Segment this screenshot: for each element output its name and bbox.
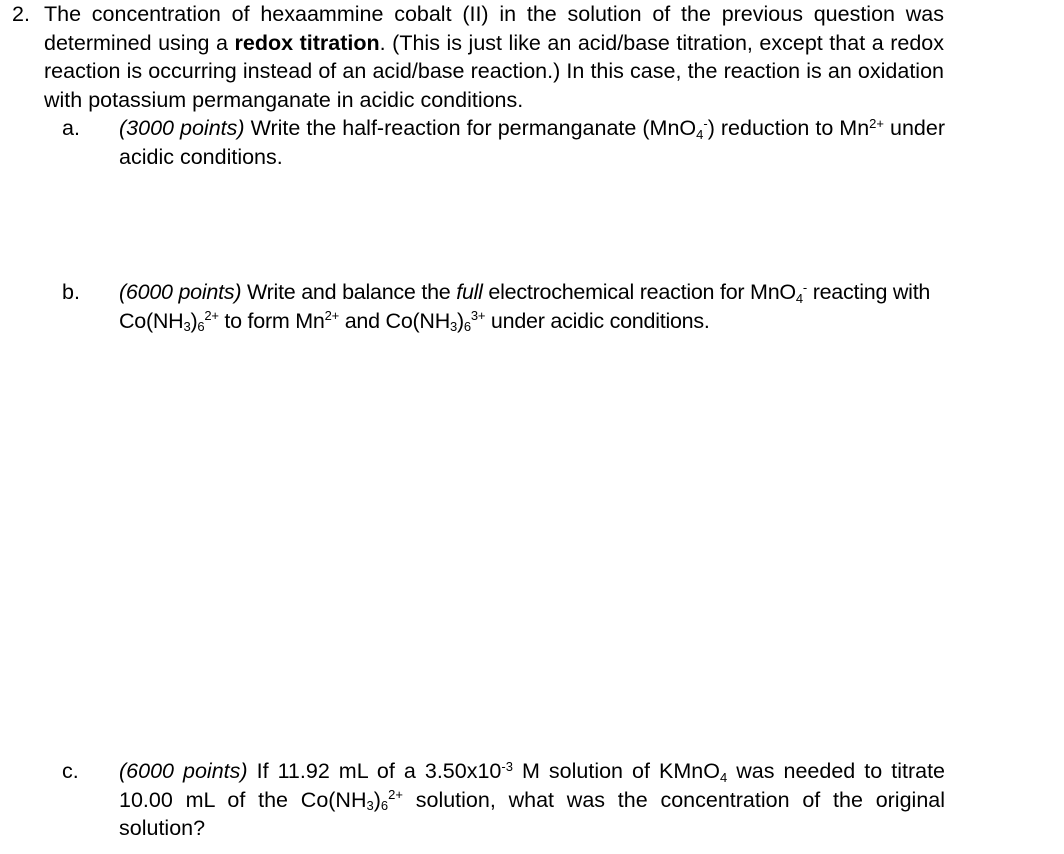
- part-a-sup-1: -: [703, 115, 708, 131]
- stem-bold-term: redox titration: [234, 30, 380, 55]
- part-b-italic-word: full: [456, 280, 483, 304]
- part-c-text-3: was needed to titrate 10.00 mL of the Co(NH: [119, 759, 945, 812]
- part-b-sup-3: 2+: [324, 308, 339, 324]
- part-a-text-1: Write the half-reaction for permanganate (MnO: [244, 116, 697, 140]
- part-b-text-6: and Co(NH: [338, 308, 450, 333]
- part-b-text: [119, 278, 945, 335]
- part-c-text-5: solution, what was the concentration of the original solution?: [119, 787, 946, 840]
- part-b-sub-1: 4: [795, 290, 803, 306]
- part-c-text-1: If 11.92 mL of a 3.50x10: [247, 759, 502, 783]
- part-a-sup-2: 2+: [869, 115, 884, 131]
- stem-text-2: . (This is just like an acid/base titration, except that a redox reaction is occurring instead of an acid/base reaction.) In this case, the reaction is an oxidation with potassium permanganate in acidic conditions.: [44, 30, 944, 112]
- part-b-text-1: Write and balance the: [241, 280, 457, 304]
- part-b-letter: b.: [62, 280, 80, 304]
- part-b-sub-5: 6: [463, 319, 471, 335]
- part-b-sub-4: 3: [449, 319, 457, 335]
- part-a-points: (3000 points): [119, 116, 245, 140]
- part-c-letter: c.: [62, 759, 79, 783]
- part-c-sub-1: 4: [719, 769, 728, 785]
- part-c-sup-2: 2+: [388, 787, 403, 803]
- part-a-text-3: under acidic conditions.: [119, 116, 946, 169]
- part-b-sub-3: 6: [197, 319, 205, 335]
- part-b-text-3: reacting with Co(NH: [119, 280, 931, 333]
- part-b-sup-4: 3+: [470, 308, 486, 324]
- part-b-text-2: electrochemical reaction for MnO: [482, 280, 796, 304]
- part-c-sub-3: 6: [380, 798, 389, 814]
- part-b-text-8: under acidic conditions.: [485, 308, 710, 333]
- question-number: 2.: [12, 2, 30, 26]
- part-c-points: (6000 points): [119, 759, 248, 783]
- part-c-sub-2: 3: [366, 798, 374, 814]
- part-c-text-2: M solution of KMnO: [512, 759, 720, 783]
- part-b-sub-2: 3: [183, 319, 191, 335]
- part-c-sup-1: -3: [501, 758, 513, 774]
- part-a-sub-1: 4: [696, 126, 704, 142]
- part-b-sup-2: 2+: [204, 308, 219, 324]
- part-a-text-2: ) reduction to Mn: [707, 116, 870, 140]
- part-c-text-4: ): [373, 787, 381, 812]
- part-b-text-7: ): [456, 308, 464, 333]
- part-a-letter: a.: [62, 116, 80, 140]
- stem-text-1: The concentration of hexaammine cobalt (II) in the solution of the previous question was determined using a: [44, 2, 944, 55]
- part-a-text: [119, 114, 945, 171]
- part-b-text-5: to form Mn: [218, 308, 325, 333]
- part-c-text: [119, 757, 945, 843]
- part-b-text-4: ): [190, 308, 198, 333]
- part-b-points: (6000 points): [119, 280, 242, 304]
- part-b-sup-1: -: [802, 279, 807, 295]
- question-stem: [44, 0, 944, 114]
